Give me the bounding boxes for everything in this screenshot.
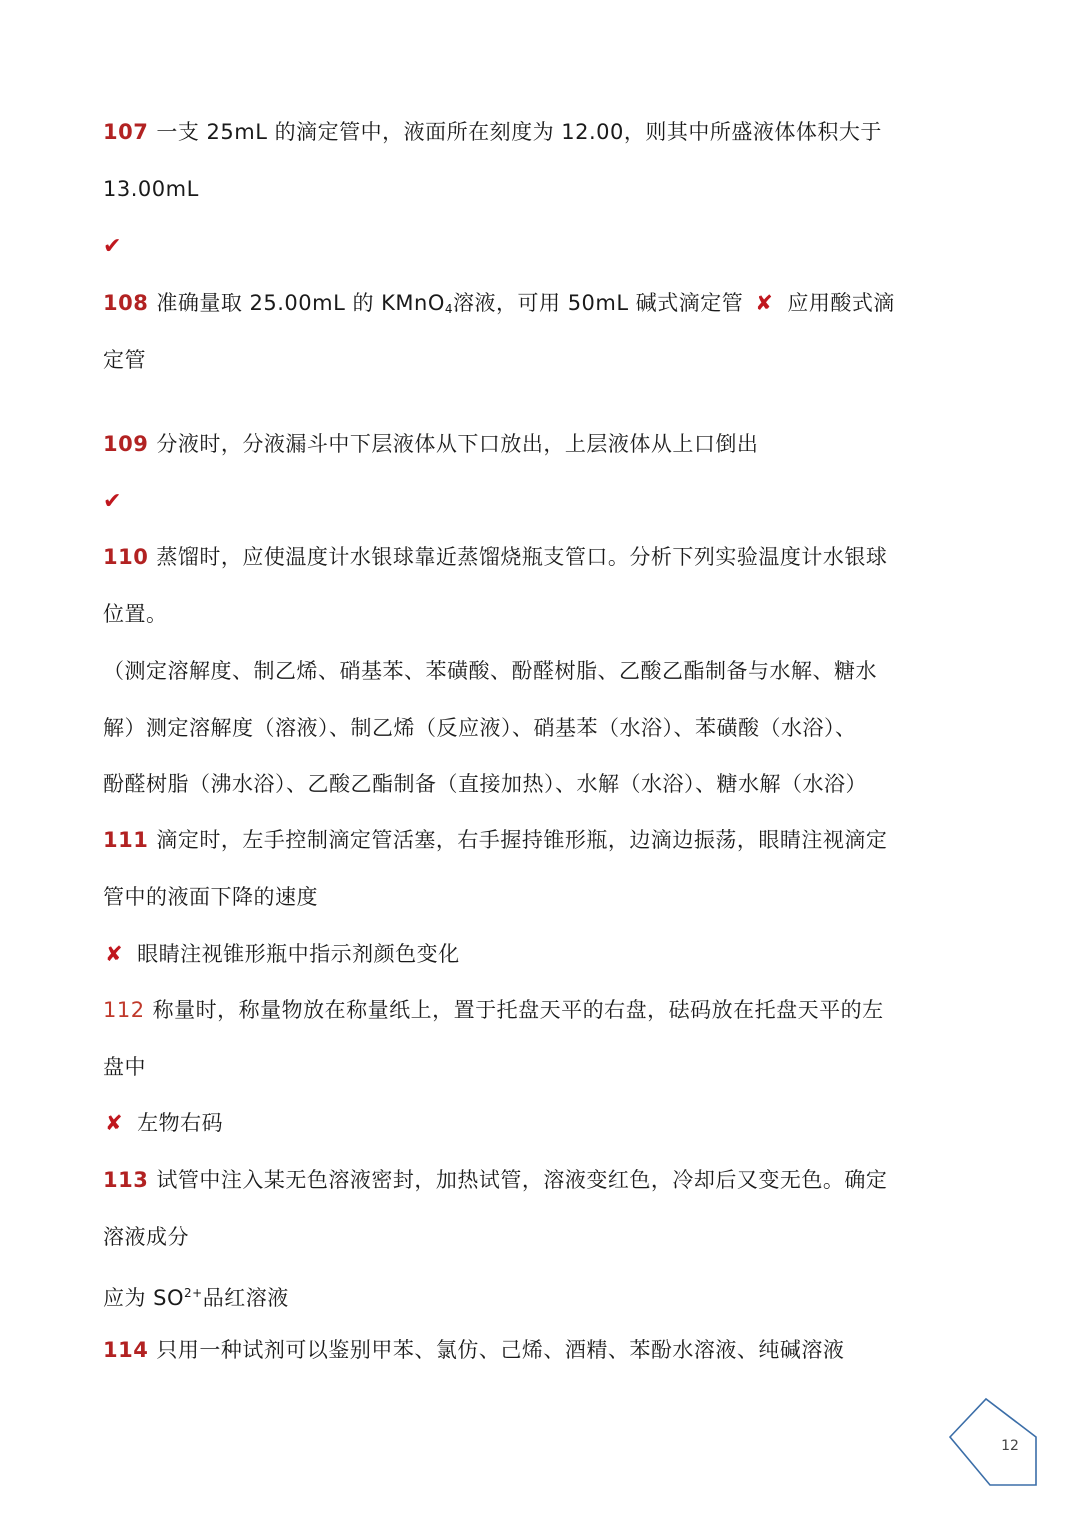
q109-line-1 [103, 429, 983, 459]
q112-answer [103, 1108, 983, 1138]
q109-number: 109 [103, 432, 149, 456]
q111-line-1 [103, 825, 983, 855]
q108-number: 108 [103, 291, 149, 315]
q110-text: 蒸馏时，应使温度计水银球靠近蒸馏烧瓶支管口。分析下列实验温度计水银球 [156, 545, 888, 569]
q109-text: 分液时，分液漏斗中下层液体从下口放出，上层液体从上口倒出 [156, 432, 759, 456]
q108-text-b: 溶液，可用 50mL 碱式滴定管 [453, 291, 744, 315]
q111-fix: 眼睛注视锥形瓶中指示剂颜色变化 [137, 942, 460, 966]
q113-answer [103, 1278, 983, 1313]
q108-text-a: 准确量取 25.00mL 的 KMnO [156, 291, 445, 315]
q111-text: 滴定时，左手控制滴定管活塞，右手握持锥形瓶，边滴边振荡，眼睛注视滴定 [156, 828, 888, 852]
q108-subscript: 4 [444, 302, 454, 316]
q110-line-2: 位置。 [103, 602, 168, 626]
q110-line-4: 解）测定溶解度（溶液）、制乙烯（反应液）、硝基苯（水浴）、苯磺酸（水浴）、 [103, 716, 857, 740]
q113-text: 试管中注入某无色溶液密封，加热试管，溶液变红色，冷却后又变无色。确定 [156, 1168, 888, 1192]
q112-fix: 左物右码 [137, 1111, 224, 1135]
cross-icon: ✘ [105, 942, 124, 966]
q114-number: 114 [103, 1338, 149, 1362]
q114-text: 只用一种试剂可以鉴别甲苯、氯仿、己烯、酒精、苯酚水溶液、纯碱溶液 [156, 1338, 845, 1362]
q111-number: 111 [103, 828, 149, 852]
q113-number: 113 [103, 1168, 149, 1192]
q112-line-1 [103, 995, 983, 1025]
q110-number: 110 [103, 545, 149, 569]
q112-line-2: 盘中 [103, 1055, 146, 1079]
q114-line-1 [103, 1335, 983, 1365]
cross-icon: ✘ [755, 291, 774, 315]
q113-answer-b: 品红溶液 [202, 1286, 289, 1310]
q113-line-2: 溶液成分 [103, 1225, 189, 1249]
q107-number: 107 [103, 120, 149, 144]
q110-line-5: 酚醛树脂（沸水浴）、乙酸乙酯制备（直接加热）、水解（水浴）、糖水解（水浴） [103, 772, 867, 796]
q107-answer [103, 231, 983, 262]
q113-answer-a: 应为 SO [103, 1286, 185, 1310]
q111-answer [103, 939, 983, 969]
q113-superscript: 2+ [184, 1286, 203, 1300]
q108-line-2: 定管 [103, 348, 146, 372]
cross-icon: ✘ [105, 1111, 124, 1135]
q109-answer [103, 486, 983, 517]
check-icon: ✔ [103, 489, 122, 514]
q107-text: 一支 25mL 的滴定管中，液面所在刻度为 12.00，则其中所盛液体体积大于 [156, 120, 882, 144]
q110-line-1 [103, 542, 983, 572]
check-icon: ✔ [103, 234, 122, 259]
q113-line-1 [103, 1165, 983, 1195]
q108-line-1 [103, 288, 983, 324]
q111-line-2: 管中的液面下降的速度 [103, 885, 318, 909]
q107-line-2: 13.00mL [103, 177, 199, 201]
q112-text: 称量时，称量物放在称量纸上，置于托盘天平的右盘，砝码放在托盘天平的左 [152, 998, 884, 1022]
q108-fix: 应用酸式滴 [787, 291, 895, 315]
q107-line-1 [103, 117, 983, 147]
q110-line-3: （测定溶解度、制乙烯、硝基苯、苯磺酸、酚醛树脂、乙酸乙酯制备与水解、糖水 [103, 659, 877, 683]
q112-number: 112 [103, 998, 145, 1022]
page-number: 12 [1001, 1438, 1019, 1454]
